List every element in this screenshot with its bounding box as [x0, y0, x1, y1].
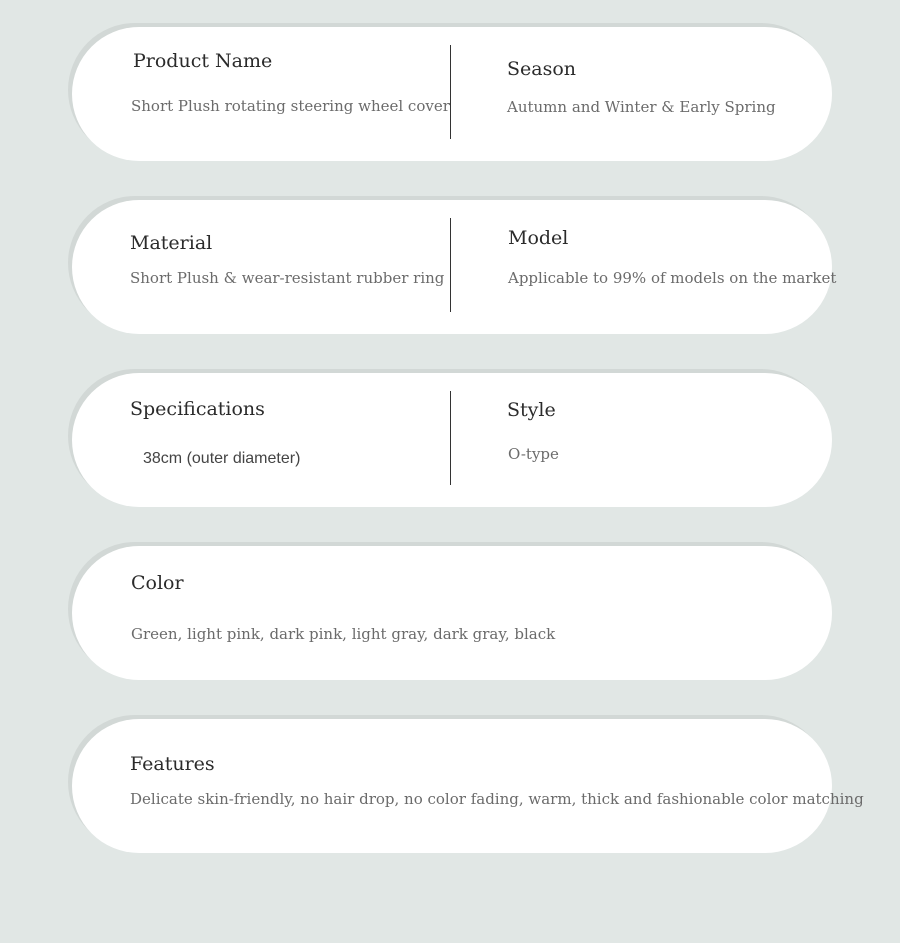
spec-card-color — [72, 546, 832, 680]
material-value: Short Plush & wear-resistant rubber ring — [130, 269, 445, 287]
season-label: Season — [507, 58, 577, 80]
product-name-label: Product Name — [133, 50, 273, 72]
style-label: Style — [507, 399, 556, 421]
card-divider — [450, 391, 451, 485]
spec-card-features — [72, 719, 864, 853]
specifications-value: 38cm (outer diameter) — [143, 450, 301, 467]
color-label: Color — [131, 572, 184, 594]
card-divider — [450, 218, 451, 312]
model-value: Applicable to 99% of models on the market — [508, 269, 837, 287]
spec-card-material-model — [72, 200, 837, 334]
spec-card-product-season — [72, 27, 832, 161]
season-value: Autumn and Winter & Early Spring — [507, 98, 776, 116]
material-label: Material — [130, 232, 213, 254]
specifications-label: Specifications — [130, 398, 265, 420]
model-label: Model — [508, 227, 569, 249]
card-divider — [450, 45, 451, 139]
color-value: Green, light pink, dark pink, light gray, dark gray, black — [131, 625, 556, 643]
features-label: Features — [130, 753, 215, 775]
features-value: Delicate skin-friendly, no hair drop, no color fading, warm, thick and fashionable color matching — [130, 790, 864, 808]
style-value: O-type — [508, 445, 559, 463]
spec-card-specifications-style — [72, 373, 832, 507]
product-name-value: Short Plush rotating steering wheel cover — [131, 97, 450, 115]
